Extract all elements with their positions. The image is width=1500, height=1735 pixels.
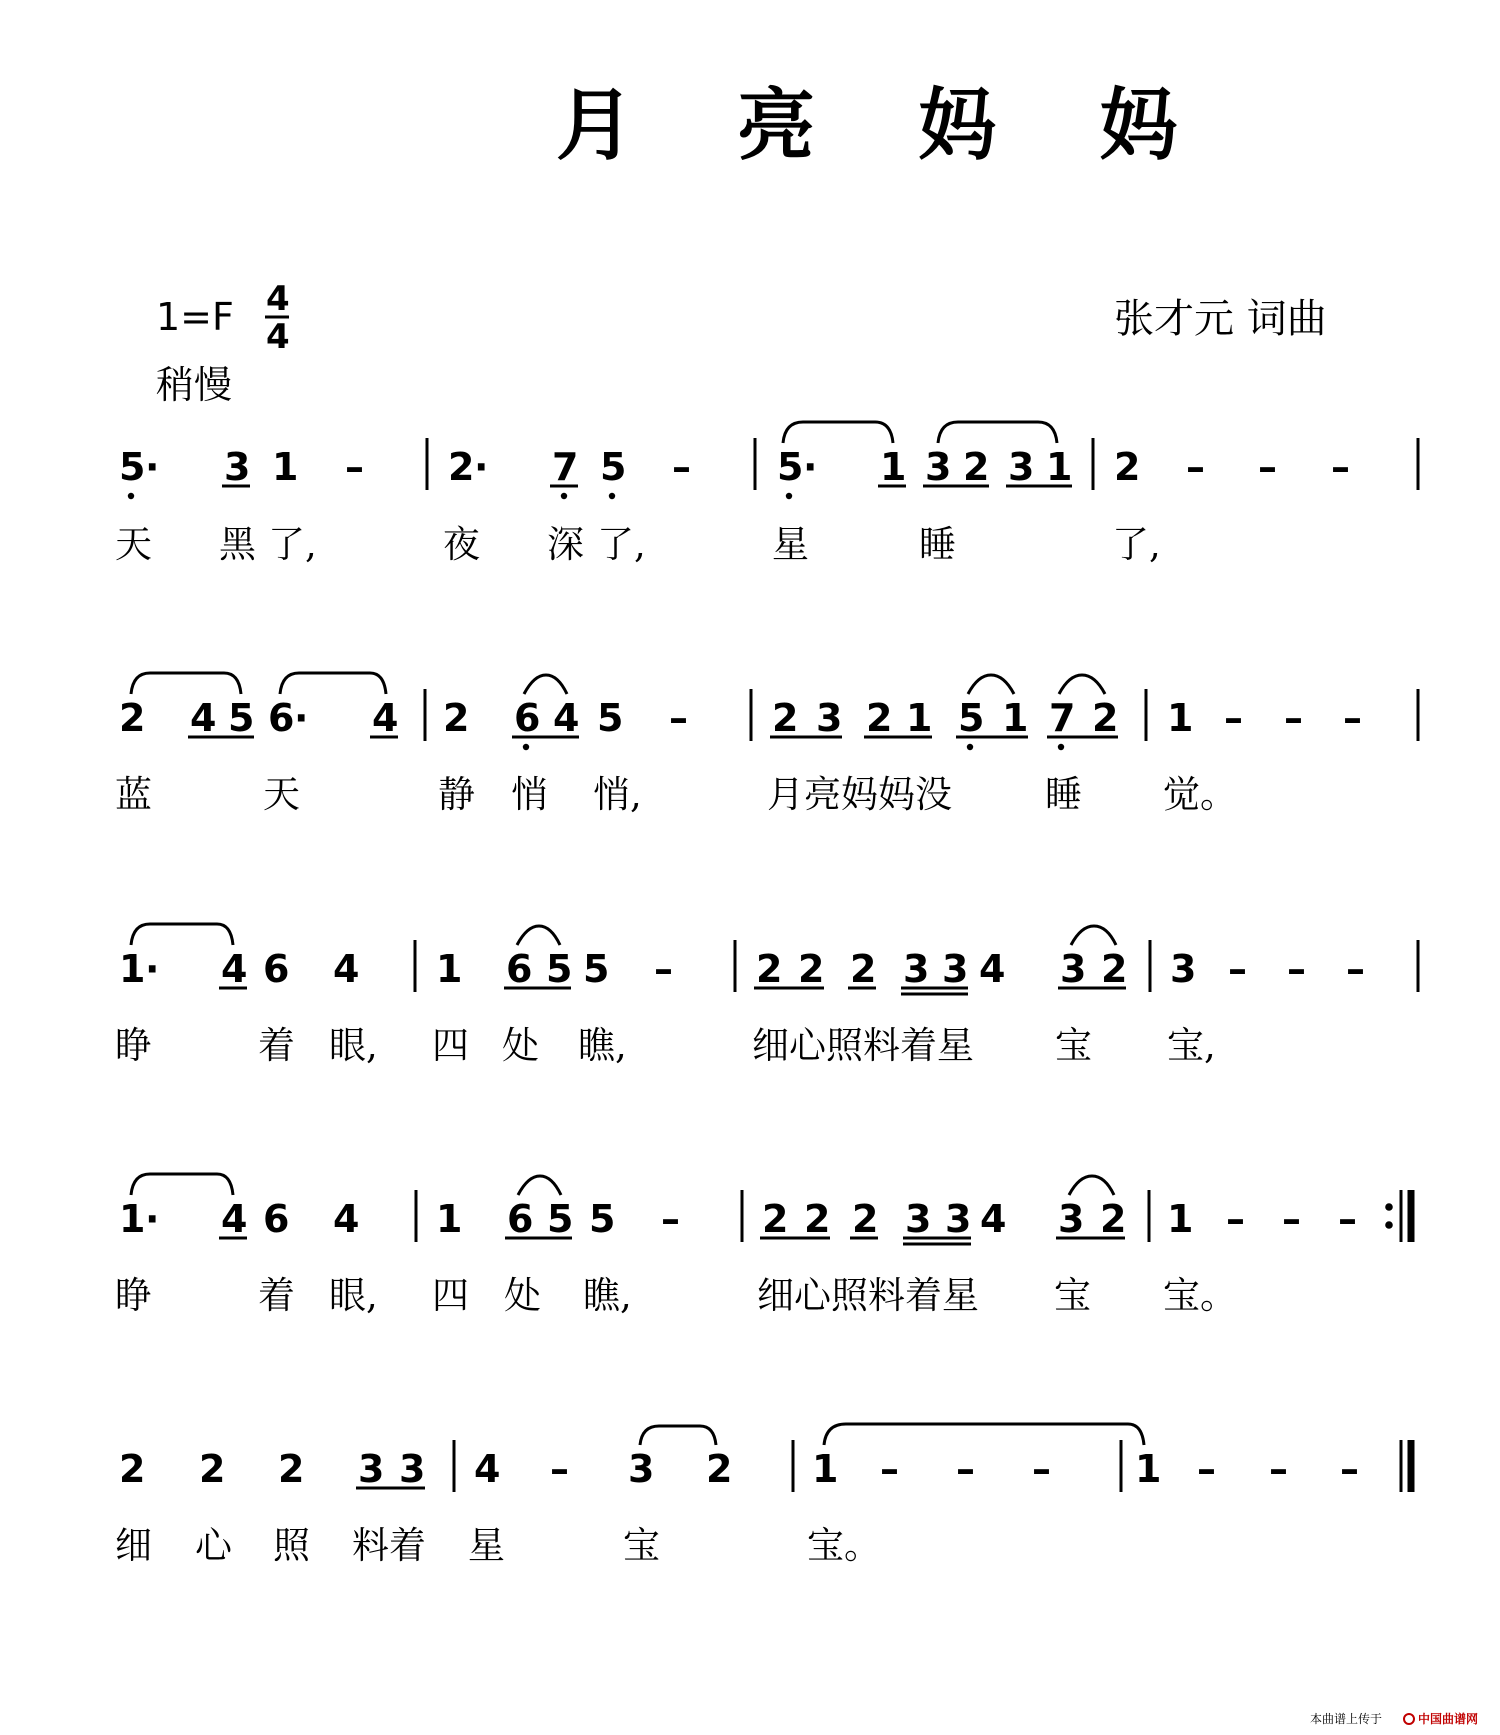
note: 5	[597, 696, 624, 740]
octave-dot-low	[786, 493, 792, 499]
lyric: 黑	[219, 523, 256, 566]
dash: –	[345, 445, 364, 489]
lyric: 眼,	[329, 1274, 378, 1317]
slur	[640, 1426, 716, 1445]
dash: –	[956, 1447, 975, 1491]
note: 4	[553, 696, 580, 740]
note: 3	[399, 1447, 426, 1491]
lyric: 处	[502, 1024, 539, 1067]
octave-dot-low	[967, 744, 973, 750]
note: 2	[772, 696, 799, 740]
note: 2	[850, 947, 877, 991]
note: 2	[706, 1447, 733, 1491]
note: 1	[1135, 1447, 1162, 1491]
repeat-dot	[1385, 1203, 1393, 1211]
lyric: 细心照料着星	[757, 1274, 979, 1317]
note: 2	[278, 1447, 305, 1491]
note: 3	[358, 1447, 385, 1491]
lyrics-line-3	[115, 1024, 1216, 1067]
note: 1	[1002, 696, 1029, 740]
note: 3	[816, 696, 843, 740]
key-signature: 1=F	[156, 295, 234, 339]
note: 6	[506, 947, 533, 991]
note: 1	[272, 445, 299, 489]
note: 4	[221, 947, 248, 991]
slur	[938, 422, 1057, 443]
note: 3	[224, 445, 251, 489]
dash: –	[661, 1197, 680, 1241]
slur	[783, 422, 893, 443]
dash: –	[1282, 1197, 1301, 1241]
note: 5	[583, 947, 610, 991]
note: 6	[514, 696, 541, 740]
lyric: 四	[432, 1274, 469, 1317]
slur	[824, 1424, 1144, 1445]
slur	[524, 675, 567, 694]
lyric: 夜	[443, 523, 480, 566]
score-line-5	[115, 1424, 1411, 1567]
note: 6	[507, 1197, 534, 1241]
note: 7	[552, 445, 579, 489]
octave-dot-low	[1058, 744, 1064, 750]
note: 5	[958, 696, 985, 740]
note: 2	[448, 445, 475, 489]
repeat-dot	[1385, 1221, 1393, 1229]
lyric: 宝。	[807, 1524, 881, 1567]
lyric: 四	[432, 1024, 469, 1067]
note: 1	[880, 445, 907, 489]
score-line-2	[115, 673, 1418, 816]
note: 3	[903, 947, 930, 991]
dot: ·	[145, 947, 160, 991]
dot: ·	[803, 445, 818, 489]
lyrics-line-1	[115, 523, 1161, 566]
dash: –	[1331, 445, 1350, 489]
notes-line-3	[119, 947, 1365, 991]
lyric: 处	[504, 1274, 541, 1317]
note: 4	[474, 1447, 501, 1491]
note: 5	[777, 445, 804, 489]
dash: –	[1338, 1197, 1357, 1241]
composer-credit: 张才元 词曲	[1114, 296, 1327, 342]
dash: –	[1343, 696, 1362, 740]
note: 2	[119, 696, 146, 740]
note: 2	[443, 696, 470, 740]
note: 2	[963, 445, 990, 489]
tempo-marking: 稍慢	[156, 363, 233, 407]
lyrics-line-4	[115, 1274, 1237, 1317]
lyric: 星	[468, 1524, 505, 1567]
lyric: 着	[258, 1274, 295, 1317]
note: 1	[436, 1197, 463, 1241]
lyric: 宝	[1055, 1024, 1092, 1067]
notes-line-4	[119, 1197, 1357, 1241]
note: 3	[925, 445, 952, 489]
octave-dot-low	[609, 493, 615, 499]
footer-watermark	[1310, 1711, 1478, 1726]
note: 2	[756, 947, 783, 991]
note: 4	[980, 1197, 1007, 1241]
note: 1	[119, 947, 146, 991]
note: 5	[600, 445, 627, 489]
octave-dots-line-1	[128, 493, 792, 499]
note: 7	[1049, 696, 1076, 740]
lyrics-line-5	[115, 1524, 881, 1567]
note: 3	[1008, 445, 1035, 489]
lyric: 月亮妈妈没	[767, 773, 952, 816]
note: 3	[942, 947, 969, 991]
score-line-3	[115, 924, 1418, 1067]
dash: –	[1287, 947, 1306, 991]
song-title: 月 亮 妈 妈	[556, 80, 1216, 171]
repeat-dots	[1385, 1203, 1393, 1229]
dash: –	[654, 947, 673, 991]
dash: –	[1284, 696, 1303, 740]
notes-line-1	[119, 445, 1350, 489]
note: 6	[263, 947, 290, 991]
lyric: 静	[438, 773, 475, 816]
note: 3	[1170, 947, 1197, 991]
notes-line-2	[119, 696, 1362, 740]
slur	[1059, 675, 1105, 694]
marks-line-1	[222, 422, 1418, 490]
note: 3	[1060, 947, 1087, 991]
note: 2	[1100, 1197, 1127, 1241]
dash: –	[669, 696, 688, 740]
note: 2	[199, 1447, 226, 1491]
note: 3	[1058, 1197, 1085, 1241]
score-line-1	[115, 422, 1418, 566]
dot: ·	[474, 445, 489, 489]
lyric: 星	[772, 523, 809, 566]
note: 2	[119, 1447, 146, 1491]
note: 1	[119, 1197, 146, 1241]
lyric: 睡	[919, 523, 956, 566]
slur	[1069, 1176, 1114, 1195]
note: 1	[436, 947, 463, 991]
dash: –	[1269, 1447, 1288, 1491]
lyric: 了,	[268, 523, 317, 566]
note: 1	[1167, 1197, 1194, 1241]
lyric: 睁	[115, 1024, 152, 1067]
dash: –	[1340, 1447, 1359, 1491]
dash: –	[1224, 696, 1243, 740]
lyric: 细心照料着星	[752, 1024, 974, 1067]
footer-text: 本曲谱上传于	[1310, 1712, 1383, 1726]
slur	[131, 673, 241, 694]
dash: –	[1228, 947, 1247, 991]
slur	[517, 926, 560, 945]
time-signature-bottom: 4	[266, 317, 290, 357]
note: 5	[228, 696, 255, 740]
lyric: 宝	[1054, 1274, 1091, 1317]
dash: –	[1226, 1197, 1245, 1241]
lyric: 宝。	[1163, 1274, 1237, 1317]
slur	[280, 673, 386, 694]
note: 1	[812, 1447, 839, 1491]
octave-dots-line-2	[523, 744, 1064, 750]
note: 3	[628, 1447, 655, 1491]
slur	[131, 924, 233, 945]
note: 4	[190, 696, 217, 740]
lyric: 心	[195, 1524, 232, 1567]
note: 2	[866, 696, 893, 740]
lyric: 睁	[115, 1274, 152, 1317]
notes-line-5	[119, 1447, 1359, 1491]
lyric: 宝	[623, 1524, 660, 1567]
note: 3	[945, 1197, 972, 1241]
lyric: 天	[115, 523, 152, 566]
octave-dot-low	[128, 493, 134, 499]
dash: –	[1032, 1447, 1051, 1491]
dash: –	[880, 1447, 899, 1491]
slur	[131, 1174, 233, 1195]
lyric: 宝,	[1167, 1024, 1216, 1067]
dash: –	[1258, 445, 1277, 489]
lyric: 细	[115, 1524, 152, 1567]
dot: ·	[145, 445, 160, 489]
octave-dot-low	[523, 744, 529, 750]
note: 4	[221, 1197, 248, 1241]
note: 1	[1167, 696, 1194, 740]
dot: ·	[145, 1197, 160, 1241]
dash: –	[1346, 947, 1365, 991]
lyric: 料着	[352, 1524, 426, 1567]
note: 2	[852, 1197, 879, 1241]
dash: –	[1197, 1447, 1216, 1491]
slur	[968, 675, 1014, 694]
note: 6	[263, 1197, 290, 1241]
note: 4	[372, 696, 399, 740]
note: 2	[762, 1197, 789, 1241]
lyric: 了,	[1112, 523, 1161, 566]
note: 4	[333, 947, 360, 991]
note: 4	[333, 1197, 360, 1241]
lyric: 眼,	[329, 1024, 378, 1067]
dash: –	[1186, 445, 1205, 489]
note: 2	[798, 947, 825, 991]
lyric: 照	[273, 1524, 310, 1567]
score-line-4	[115, 1174, 1411, 1317]
lyric: 了,	[597, 523, 646, 566]
lyrics-line-2	[115, 773, 1237, 816]
lyric: 蓝	[115, 773, 152, 816]
note: 4	[979, 947, 1006, 991]
note: 5	[546, 947, 573, 991]
lyric: 深	[547, 523, 584, 566]
note: 6	[268, 696, 295, 740]
slur	[1071, 926, 1116, 945]
note: 2	[804, 1197, 831, 1241]
lyric: 瞧,	[583, 1274, 632, 1317]
note: 2	[1101, 947, 1128, 991]
lyric: 悄	[511, 773, 548, 816]
note: 5	[119, 445, 146, 489]
lyric: 悄,	[593, 773, 642, 816]
lyric: 天	[263, 773, 300, 816]
site-logo-icon	[1404, 1714, 1414, 1724]
slur	[518, 1176, 561, 1195]
lyric: 觉。	[1163, 773, 1237, 816]
dash: –	[550, 1447, 569, 1491]
dot: ·	[294, 696, 309, 740]
lyric: 睡	[1045, 773, 1082, 816]
footer-site-name: 中国曲谱网	[1418, 1712, 1479, 1726]
note: 1	[906, 696, 933, 740]
note: 3	[905, 1197, 932, 1241]
dash: –	[672, 445, 691, 489]
lyric: 着	[258, 1024, 295, 1067]
note: 5	[547, 1197, 574, 1241]
note: 2	[1092, 696, 1119, 740]
lyric: 瞧,	[578, 1024, 627, 1067]
note: 2	[1114, 445, 1141, 489]
octave-dot-low	[561, 493, 567, 499]
note: 1	[1046, 445, 1073, 489]
time-signature-top: 4	[266, 279, 290, 319]
note: 5	[589, 1197, 616, 1241]
